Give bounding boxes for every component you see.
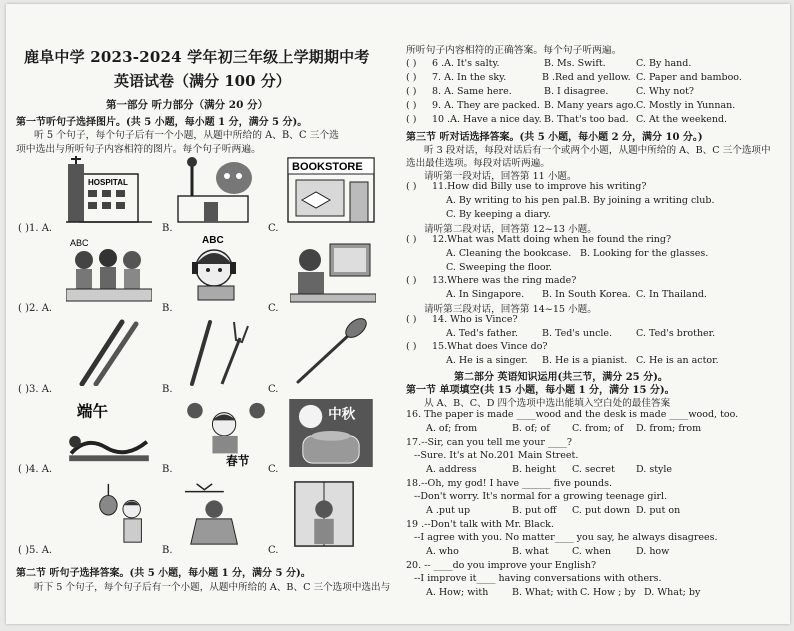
question-13-options: A. In Singapore. B. In South Korea. C. In Thailand. — [446, 289, 707, 300]
question-19: 19 .--Don't talk with Mr. Black. — [406, 519, 554, 530]
q1-option-b: B. — [162, 223, 173, 234]
sec2-instruction-1: 听下 5 个句子，每个句子后有一个小题，从题中所给的 A、B、C 三个选项中选出与 — [34, 582, 391, 593]
question-17-line2: --Sure. It's at No.201 Main Street. — [414, 450, 579, 461]
question-17: 17.--Sir, can you tell me your ____? — [406, 437, 573, 448]
bookstore-sign: BOOKSTORE — [292, 161, 363, 173]
question-14-options: A. Ted's father. B. Ted's uncle. C. Ted's brother. — [446, 328, 716, 339]
question-12-options-ab: A. Cleaning the bookcase. B. Looking for the glasses. — [446, 248, 709, 259]
sec3-instruction-2: 选出最佳选项。每段对话听两遍。 — [406, 158, 550, 169]
sec2-instruction-2: 所听句子内容相符的正确答案。每个句子听两遍。 — [406, 45, 622, 56]
spring-festival-picture — [184, 399, 270, 467]
question-20: 20. -- ____do you improve your English? — [406, 560, 597, 571]
question-13: ( ) 13.Where was the ring made? — [406, 275, 577, 286]
mid-autumn-picture — [288, 399, 374, 467]
question-18: 18.--Oh, my god! I have ______ five pounds. — [406, 478, 613, 489]
question-16: 16. The paper is made ____wood and the desk is made ____wood, too. — [406, 409, 739, 420]
student-computer-picture — [290, 236, 376, 304]
q2-option-c: C. — [268, 303, 279, 314]
chopsticks-picture — [66, 318, 152, 386]
part1-heading: 第一部分 听力部分（满分 20 分） — [106, 99, 269, 111]
boy-window-picture — [292, 480, 356, 548]
students-studying-picture — [66, 236, 152, 304]
hospital-picture — [66, 156, 152, 224]
q1-option-c: C. — [268, 223, 279, 234]
dialogue3-note: 请听第三段对话，回答第 14~15 小题。 — [424, 304, 597, 315]
q4-option-c: C. — [268, 464, 279, 475]
knife-fork-picture — [178, 318, 264, 386]
spoon-picture — [288, 318, 374, 386]
question-6: ( ) 6 .A. It's salty. B. Ms. Swift. C. By hand. — [406, 58, 692, 69]
sec1-title: 第一节听句子选择图片。(共 5 小题，每小题 1 分，满分 5 分)。 — [16, 117, 308, 128]
q2-label: ( )2. A. — [18, 303, 53, 314]
sec1-instruction-2: 项中选出与所听句子内容相符的图片。每个句子听两遍。 — [16, 144, 261, 155]
left-column — [10, 4, 398, 624]
exam-sheet — [6, 4, 790, 624]
question-18-options: A .put up B. put off C. put down D. put on — [426, 505, 681, 516]
sec2-title: 第二节 听句子选择答案。(共 5 小题，每小题 1 分，满分 5 分)。 — [16, 568, 311, 579]
question-20-line2: --I improve it____ having conversations with others. — [414, 573, 662, 584]
boy-lantern-picture — [78, 480, 164, 548]
question-15-options: A. He is a singer. B. He is a pianist. C. He is an actor. — [446, 355, 719, 366]
part2-sec1-instruction: 从 A、B、C、D 四个选项中选出能填入空白处的最佳答案 — [424, 398, 671, 409]
question-18-line2: --Don't worry. It's normal for a growing teenage girl. — [414, 491, 668, 502]
question-9: ( ) 9. A. They are packed. B. Many years ago. C. Mostly in Yunnan. — [406, 100, 736, 111]
right-column — [404, 4, 788, 624]
boy-clothes-picture — [174, 480, 260, 548]
part2-sec1-title: 第一节 单项填空(共 15 小题，每小题 1 分，满分 15 分)。 — [406, 385, 675, 396]
part2-heading: 第二部分 英语知识运用(共三节，满分 25 分)。 — [454, 372, 668, 383]
q1-label: ( )1. A. — [18, 223, 53, 234]
q2-option-b: B. — [162, 303, 173, 314]
zhongqiu-text: 中秋 — [328, 406, 356, 423]
question-11-option-c: C. By keeping a diary. — [446, 209, 551, 220]
question-10: ( ) 10 .A. Have a nice day. B. That's too bad. C. At the weekend. — [406, 114, 728, 125]
dialogue1-note: 请听第一段对话，回答第 11 小题。 — [424, 171, 577, 182]
abc-text-a: ABC — [70, 238, 89, 248]
q3-label: ( )3. A. — [18, 384, 53, 395]
question-12-option-c: C. Sweeping the floor. — [446, 262, 553, 273]
q4-label: ( )4. A. — [18, 464, 53, 475]
sec3-title: 第三节 听对话选择答案。(共 5 小题，每小题 2 分，满分 10 分。) — [406, 132, 703, 143]
exam-subtitle: 英语试卷（满分 100 分） — [114, 72, 291, 90]
question-16-options: A. of; from B. of; of C. from; of D. from; from — [426, 423, 702, 434]
question-11: ( ) 11.How did Billy use to improve his writing? — [406, 181, 647, 192]
question-19-options: A. who B. what C. when D. how — [426, 546, 670, 557]
dialogue2-note: 请听第二段对话，回答第 12~13 小题。 — [424, 224, 597, 235]
q5-option-b: B. — [162, 545, 173, 556]
question-20-options: A. How; with B. What; with C. How ; by D. What; by — [426, 587, 701, 598]
q5-label: ( )5. A. — [18, 545, 53, 556]
sec3-instruction-1: 听 3 段对话，每段对话后有一个或两个小题，从题中所给的 A、B、C 三个选项中 — [424, 145, 771, 156]
abc-text-b: ABC — [202, 235, 224, 246]
question-14: ( ) 14. Who is Vince? — [406, 314, 518, 325]
zoo-picture — [174, 156, 260, 224]
hospital-sign: HOSPITAL — [88, 178, 128, 187]
question-19-line2: --I agree with you. No matter____ you say, he always disagrees. — [414, 532, 718, 543]
q4-option-b: B. — [162, 464, 173, 475]
q3-option-c: C. — [268, 384, 279, 395]
dragon-boat-festival-picture — [66, 399, 152, 467]
question-8: ( ) 8. A. Same here. B. I disagree. C. Why not? — [406, 86, 694, 97]
bookstore-picture — [286, 156, 376, 224]
question-7: ( ) 7. A. In the sky. B .Red and yellow. C. Paper and bamboo. — [406, 72, 742, 83]
chunjie-text: 春节 — [226, 454, 250, 467]
question-17-options: A. address B. height C. secret D. style — [426, 464, 673, 475]
question-15: ( ) 15.What does Vince do? — [406, 341, 548, 352]
duanwu-text: 端午 — [76, 402, 109, 421]
q3-option-b: B. — [162, 384, 173, 395]
sec1-instruction-1: 听 5 个句子，每个句子后有一个小题，从题中所给的 A、B、C 三个选 — [34, 130, 339, 141]
student-listening-picture — [182, 234, 268, 302]
question-12: ( ) 12.What was Matt doing when he found the ring? — [406, 234, 672, 245]
exam-title: 鹿阜中学 2023-2024 学年初三年级上学期期中考 — [24, 48, 370, 66]
q5-option-c: C. — [268, 545, 279, 556]
question-11-options-ab: A. By writing to his pen pal. B. By joining a writing club. — [446, 195, 715, 206]
